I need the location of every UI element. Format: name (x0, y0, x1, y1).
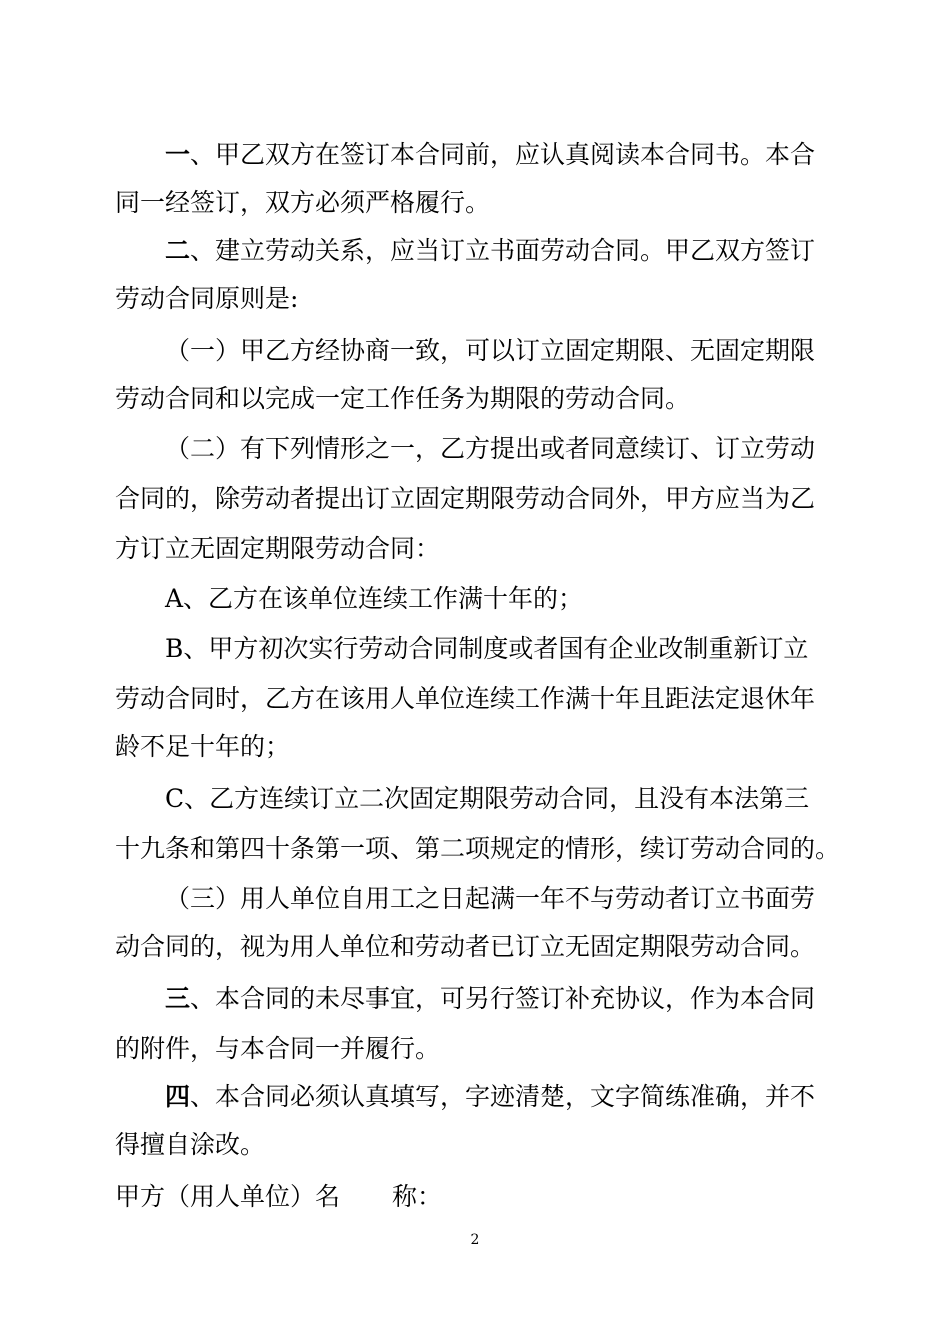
paragraph-2-line-1: 二、建立劳动关系，应当订立书面劳动合同。甲乙双方签订 (165, 236, 816, 265)
clause-marker: 四 (165, 1082, 191, 1111)
clause-marker: 一 (165, 140, 191, 169)
paragraph-1-line-2: 同一经签订，双方必须严格履行。 (115, 188, 491, 217)
paragraph-4-line-1: （二）有下列情形之一，乙方提出或者同意续订、订立劳动 (165, 434, 816, 463)
paragraph-6-line-2: 劳动合同时，乙方在该用人单位连续工作满十年且距法定退休年 (115, 684, 816, 713)
clause-marker: 三 (165, 984, 191, 1013)
party-a-label: 甲方（用人单位）名 (115, 1182, 341, 1211)
paragraph-3-line-1: （一）甲乙方经协商一致，可以订立固定期限、无固定期限 (165, 336, 816, 365)
paragraph-7-line-2: 十九条和第四十条第一项、第二项规定的情形，续订劳动合同的。 (115, 834, 841, 863)
paragraph-6-line-1: B、甲方初次实行劳动合同制度或者国有企业改制重新订立 (165, 634, 809, 663)
paragraph-7-line-1: C、乙方连续订立二次固定期限劳动合同，且没有本法第三 (165, 784, 810, 813)
paragraph-3-line-2: 劳动合同和以完成一定工作任务为期限的劳动合同。 (115, 384, 691, 413)
paragraph-10-line-1: 四、本合同必须认真填写，字迹清楚，文字简练准确，并不 (165, 1082, 816, 1111)
party-a-name-line (115, 1182, 845, 1212)
paragraph-5-line-1: A、乙方在该单位连续工作满十年的； (165, 584, 584, 613)
paragraph-8-line-2: 动合同的，视为用人单位和劳动者已订立无固定期限劳动合同。 (115, 932, 816, 961)
paragraph-1-line-1: 一、甲乙双方在签订本合同前，应认真阅读本合同书。本合 (165, 140, 816, 169)
paragraph-4-line-2: 合同的，除劳动者提出订立固定期限劳动合同外，甲方应当为乙 (115, 484, 816, 513)
paragraph-9-line-2: 的附件，与本合同一并履行。 (115, 1034, 441, 1063)
paragraph-8-line-1: （三）用人单位自用工之日起满一年不与劳动者订立书面劳 (165, 884, 816, 913)
page-number: 2 (470, 1232, 480, 1248)
party-a-label-end: 称： (392, 1182, 443, 1211)
paragraph-2-line-2: 劳动合同原则是: (115, 284, 299, 313)
paragraph-4-line-3: 方订立无固定期限劳动合同： (115, 534, 441, 563)
paragraph-6-line-3: 龄不足十年的； (115, 732, 291, 761)
paragraph-9-line-1: 三、本合同的未尽事宜，可另行签订补充协议，作为本合同 (165, 984, 816, 1013)
clause-marker: 二 (165, 236, 191, 265)
paragraph-10-line-2: 得擅自涂改。 (115, 1130, 266, 1159)
